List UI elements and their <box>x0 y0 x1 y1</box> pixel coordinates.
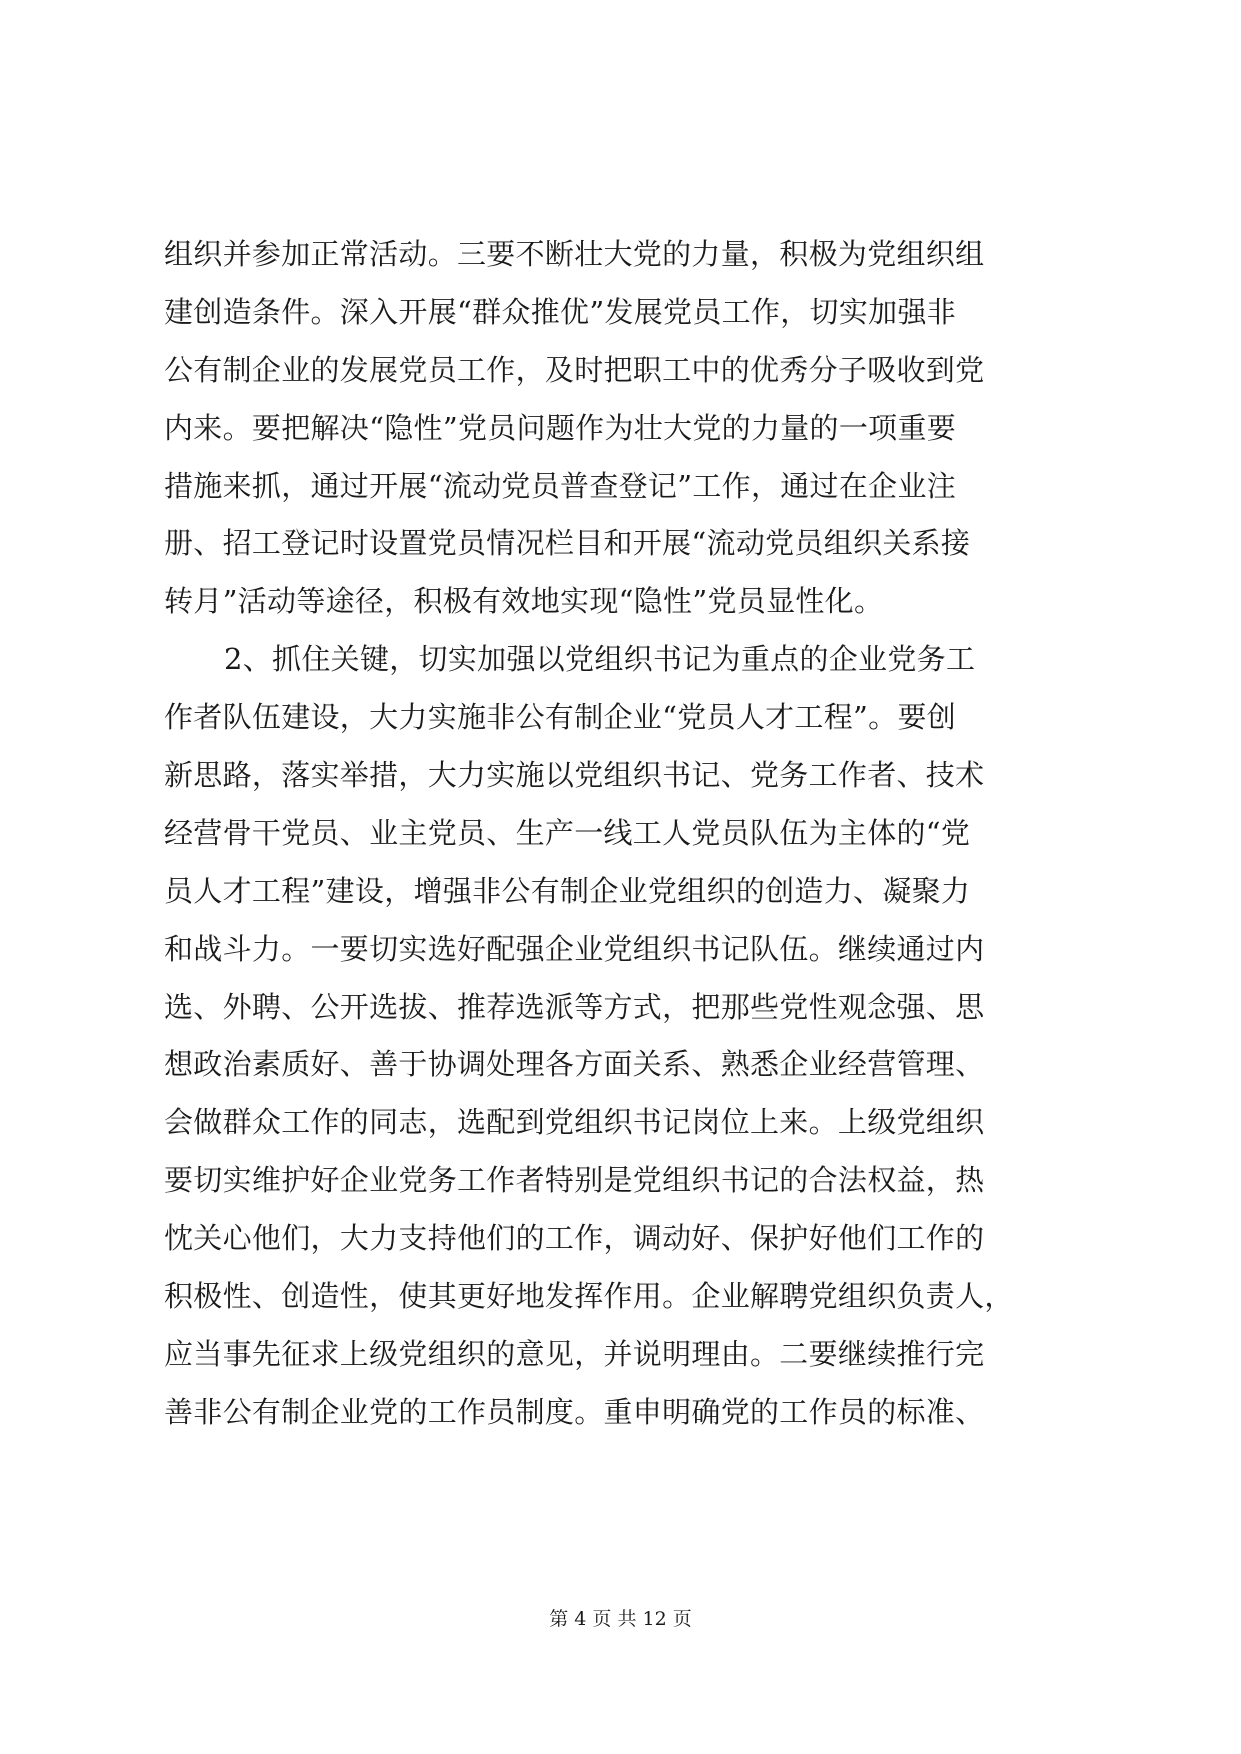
text-line: 册、招工登记时设置党员情况栏目和开展“流动党员组织关系接 <box>164 526 971 561</box>
body-text <box>164 226 1084 1442</box>
text-line: 选、外聘、公开选拔、推荐选派等方式，把那些党性观念强、思 <box>164 989 985 1024</box>
text-line: 员人才工程”建设，增强非公有制企业党组织的创造力、凝聚力 <box>164 873 971 908</box>
text-line: 经营骨干党员、业主党员、生产一线工人党员队伍为主体的“党 <box>164 815 971 850</box>
text-line: 2、抓住关键，切实加强以党组织书记为重点的企业党务工 <box>224 642 976 677</box>
text-line: 善非公有制企业党的工作员制度。重申明确党的工作员的标准、 <box>164 1394 985 1429</box>
text-line: 建创造条件。深入开展“群众推优”发展党员工作，切实加强非 <box>164 294 957 329</box>
text-line: 忱关心他们，大力支持他们的工作，调动好、保护好他们工作的 <box>164 1221 985 1256</box>
text-line: 想政治素质好、善于协调处理各方面关系、熟悉企业经营管理、 <box>164 1047 985 1082</box>
text-line: 和战斗力。一要切实选好配强企业党组织书记队伍。继续通过内 <box>164 931 985 966</box>
text-line: 作者队伍建设，大力实施非公有制企业“党员人才工程”。要创 <box>164 700 957 735</box>
page-number: 第 4 页 共 12 页 <box>549 1608 692 1630</box>
text-line: 公有制企业的发展党员工作，及时把职工中的优秀分子吸收到党 <box>164 352 985 387</box>
page-footer <box>0 1607 1241 1631</box>
text-line: 转月”活动等途径，积极有效地实现“隐性”党员显性化。 <box>164 584 884 619</box>
text-line: 新思路，落实举措，大力实施以党组织书记、党务工作者、技术 <box>164 758 985 793</box>
text-line: 积极性、创造性，使其更好地发挥作用。企业解聘党组织负责人， <box>164 1279 1014 1314</box>
text-line: 组织并参加正常活动。三要不断壮大党的力量，积极为党组织组 <box>164 237 985 271</box>
text-line: 措施来抓，通过开展“流动党员普查登记”工作，通过在企业注 <box>164 468 957 503</box>
text-line: 会做群众工作的同志，选配到党组织书记岗位上来。上级党组织 <box>164 1105 985 1140</box>
text-line: 要切实维护好企业党务工作者特别是党组织书记的合法权益，热 <box>164 1163 985 1198</box>
text-line: 内来。要把解决“隐性”党员问题作为壮大党的力量的一项重要 <box>164 410 957 445</box>
text-line: 应当事先征求上级党组织的意见，并说明理由。二要继续推行完 <box>164 1336 985 1371</box>
